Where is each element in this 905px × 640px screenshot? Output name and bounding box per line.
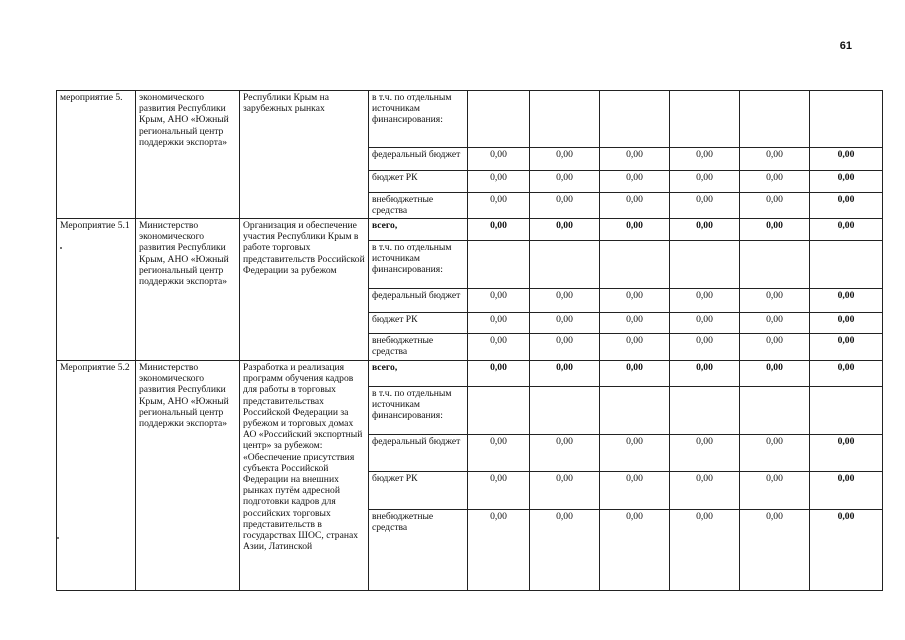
event-cell: Мероприятие 5.1 [57, 219, 136, 361]
funding-source-cell: бюджет РК [369, 313, 468, 334]
amount-cell [670, 91, 740, 148]
amount-cell: 0,00 [600, 510, 670, 591]
amount-cell: 0,00 [468, 193, 530, 219]
amount-cell: 0,00 [600, 361, 670, 387]
amount-cell [740, 387, 810, 435]
event-cell: мероприятие 5. [57, 91, 136, 219]
amount-cell [530, 387, 600, 435]
funding-source-cell: федеральный бюджет [369, 435, 468, 472]
amount-cell: 0,00 [740, 435, 810, 472]
amount-cell: 0,00 [740, 219, 810, 241]
amount-cell: 0,00 [810, 148, 883, 171]
amount-cell: 0,00 [530, 510, 600, 591]
amount-cell: 0,00 [810, 435, 883, 472]
description-cell: Республики Крым на зарубежных рынках [240, 91, 369, 219]
amount-cell: 0,00 [530, 435, 600, 472]
funding-source-cell: федеральный бюджет [369, 148, 468, 171]
amount-cell: 0,00 [810, 289, 883, 313]
amount-cell: 0,00 [740, 289, 810, 313]
page-number: 61 [839, 40, 852, 52]
amount-cell: 0,00 [740, 510, 810, 591]
amount-cell [468, 387, 530, 435]
amount-cell: 0,00 [670, 289, 740, 313]
table-row [57, 219, 883, 241]
amount-cell: 0,00 [670, 334, 740, 361]
amount-cell [468, 241, 530, 289]
amount-cell [600, 387, 670, 435]
amount-cell: 0,00 [810, 313, 883, 334]
funding-source-cell: в т.ч. по отдельным источникам финансирования: [369, 241, 468, 289]
executor-cell: Министерство экономического развития Республики Крым, АНО «Южный региональный центр поддержки экспорта» [136, 219, 240, 361]
funding-source-cell: федеральный бюджет [369, 289, 468, 313]
amount-cell [670, 241, 740, 289]
funding-source-cell: в т.ч. по отдельным источникам финансирования: [369, 387, 468, 435]
amount-cell: 0,00 [600, 313, 670, 334]
amount-cell: 0,00 [740, 171, 810, 193]
amount-cell: 0,00 [530, 289, 600, 313]
amount-cell: 0,00 [670, 219, 740, 241]
amount-cell: 0,00 [740, 472, 810, 510]
amount-cell [468, 91, 530, 148]
description-cell: Организация и обеспечение участия Республики Крым в работе торговых представительств Российской Федерации за рубежом [240, 219, 369, 361]
description-cell: Разработка и реализация программ обучения кадров для работы в торговых представительствах Российской Федерации за рубежом и торговых домах АО «Российский экспортный центр» за рубежом: «Обеспечение присутствия субъекта Российской Федерации на внешних рынках путём адресной подготовки кадров для российских торговых представительств в государствах ШОС, странах Азии, Латинской [240, 361, 369, 591]
amount-cell: 0,00 [468, 472, 530, 510]
event-cell: Мероприятие 5.2 [57, 361, 136, 591]
funding-source-cell: внебюджетные средства [369, 510, 468, 591]
amount-cell: 0,00 [530, 171, 600, 193]
amount-cell: 0,00 [468, 334, 530, 361]
amount-cell: 0,00 [600, 289, 670, 313]
amount-cell: 0,00 [740, 193, 810, 219]
amount-cell: 0,00 [600, 148, 670, 171]
funding-source-cell: бюджет РК [369, 472, 468, 510]
amount-cell: 0,00 [468, 313, 530, 334]
amount-cell: 0,00 [670, 435, 740, 472]
amount-cell: 0,00 [740, 334, 810, 361]
amount-cell: 0,00 [670, 313, 740, 334]
amount-cell: 0,00 [468, 219, 530, 241]
amount-cell [670, 387, 740, 435]
amount-cell: 0,00 [670, 193, 740, 219]
funding-source-cell: всего, [369, 361, 468, 387]
amount-cell: 0,00 [600, 435, 670, 472]
amount-cell: 0,00 [468, 510, 530, 591]
amount-cell: 0,00 [600, 171, 670, 193]
amount-cell: 0,00 [600, 193, 670, 219]
amount-cell: 0,00 [530, 148, 600, 171]
executor-cell: Министерство экономического развития Республики Крым, АНО «Южный региональный центр поддержки экспорта» [136, 361, 240, 591]
amount-cell: 0,00 [670, 148, 740, 171]
amount-cell: 0,00 [670, 171, 740, 193]
funding-source-cell: внебюджетные средства [369, 334, 468, 361]
amount-cell: 0,00 [530, 472, 600, 510]
amount-cell: 0,00 [810, 334, 883, 361]
amount-cell [810, 91, 883, 148]
amount-cell: 0,00 [740, 361, 810, 387]
amount-cell: 0,00 [740, 313, 810, 334]
amount-cell: 0,00 [468, 148, 530, 171]
amount-cell: 0,00 [530, 193, 600, 219]
amount-cell: 0,00 [810, 219, 883, 241]
scan-speck [60, 247, 62, 249]
amount-cell [600, 91, 670, 148]
table-row [57, 361, 883, 387]
amount-cell: 0,00 [468, 361, 530, 387]
funding-source-cell: в т.ч. по отдельным источникам финансирования: [369, 91, 468, 148]
amount-cell: 0,00 [530, 361, 600, 387]
funding-source-cell: внебюджетные средства [369, 193, 468, 219]
amount-cell: 0,00 [810, 361, 883, 387]
amount-cell: 0,00 [670, 510, 740, 591]
amount-cell [530, 91, 600, 148]
amount-cell: 0,00 [810, 193, 883, 219]
amount-cell [530, 241, 600, 289]
amount-cell: 0,00 [810, 472, 883, 510]
amount-cell: 0,00 [740, 148, 810, 171]
amount-cell: 0,00 [670, 472, 740, 510]
amount-cell: 0,00 [530, 313, 600, 334]
amount-cell [740, 241, 810, 289]
table-row [57, 91, 883, 148]
amount-cell: 0,00 [530, 219, 600, 241]
scan-speck [57, 537, 59, 539]
amount-cell: 0,00 [468, 171, 530, 193]
amount-cell: 0,00 [670, 361, 740, 387]
amount-cell [600, 241, 670, 289]
amount-cell: 0,00 [600, 219, 670, 241]
funding-source-cell: бюджет РК [369, 171, 468, 193]
financing-table [56, 90, 883, 591]
funding-source-cell: всего, [369, 219, 468, 241]
amount-cell: 0,00 [468, 435, 530, 472]
amount-cell: 0,00 [810, 510, 883, 591]
amount-cell [810, 387, 883, 435]
amount-cell: 0,00 [810, 171, 883, 193]
amount-cell: 0,00 [600, 472, 670, 510]
amount-cell: 0,00 [530, 334, 600, 361]
amount-cell [740, 91, 810, 148]
amount-cell: 0,00 [468, 289, 530, 313]
amount-cell [810, 241, 883, 289]
executor-cell: экономического развития Республики Крым, АНО «Южный региональный центр поддержки экспорта» [136, 91, 240, 219]
amount-cell: 0,00 [600, 334, 670, 361]
